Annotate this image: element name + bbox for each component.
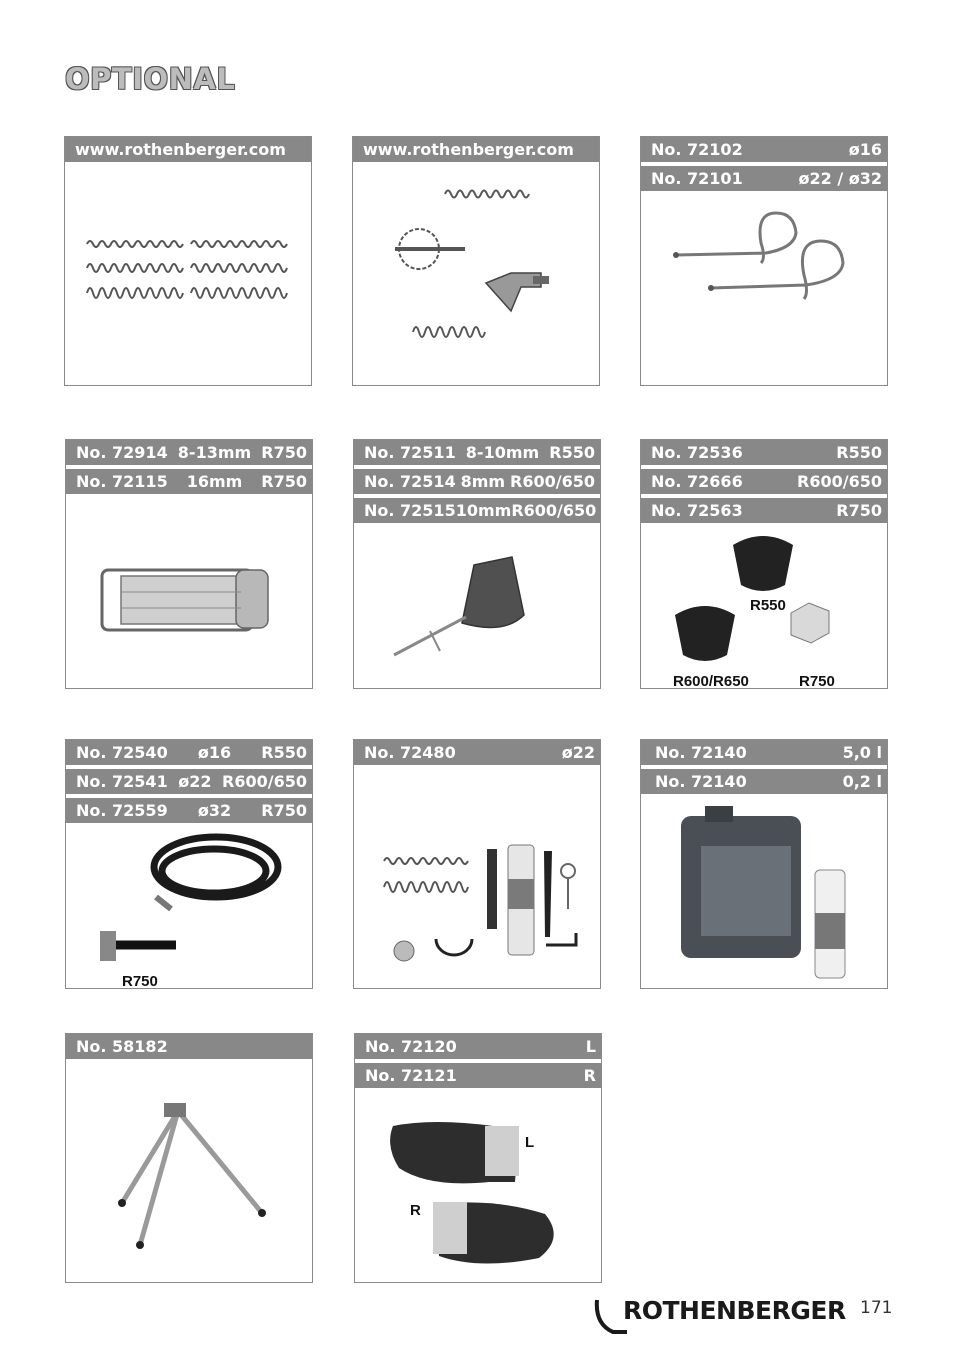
website-link[interactable]: www.rothenberger.com — [363, 140, 574, 159]
side-label: L — [525, 1134, 535, 1151]
card-tools — [352, 136, 600, 386]
card-header-row: No. 72914 8-13mm R750 — [66, 440, 312, 469]
card-header-row: No. 72514 8mm R600/650 — [354, 469, 600, 498]
page-title: OPTIONAL — [65, 62, 236, 96]
size-label: R550 — [750, 597, 786, 614]
size-label: R750 — [799, 673, 835, 690]
card-header-row: No. 72120 L — [355, 1034, 601, 1063]
card-header-row: No. 58182 — [66, 1034, 312, 1063]
card-header-row: No. 72101 ø22 / ø32 — [641, 166, 887, 195]
card-fluids — [640, 739, 888, 989]
card-header-row: No. 72563 R750 — [641, 498, 887, 527]
brand-name: ROTHENBERGER — [623, 1296, 846, 1325]
card-header-row: No. 72140 5,0 l — [641, 740, 887, 769]
brand-logo — [593, 1292, 846, 1336]
pin-key-icon — [641, 195, 887, 385]
page-number: 171 — [860, 1298, 893, 1318]
gripper-icon — [66, 498, 312, 690]
product-image-funnel — [354, 527, 600, 690]
card-header-row: No. 72140 0,2 l — [641, 769, 887, 798]
card-pins — [640, 136, 888, 386]
card-header-row: No. 72115 16mm R750 — [66, 469, 312, 498]
card-header-row: No. 72102 ø16 — [641, 137, 887, 166]
tool-heads-icon — [353, 166, 599, 386]
card-guides — [640, 439, 888, 689]
product-image-gripper — [66, 498, 312, 690]
card-gloves — [354, 1033, 602, 1283]
product-image-tools — [353, 166, 599, 386]
product-image-guides — [641, 527, 887, 690]
product-image-kit — [354, 769, 600, 989]
card-header-row: No. 72559 ø32 R750 — [66, 798, 312, 827]
product-image-pins — [641, 195, 887, 385]
tool-kit-icon — [354, 769, 600, 989]
product-image-tripod — [66, 1063, 312, 1283]
canister-spray-icon — [641, 798, 887, 990]
card-header-row — [65, 137, 311, 166]
card-gripper — [65, 439, 313, 689]
card-header-row: No. 72541 ø22 R600/650 — [66, 769, 312, 798]
card-kit — [353, 739, 601, 989]
card-header-row — [353, 137, 599, 166]
hose-icon — [66, 827, 312, 990]
card-header-row: No. 72511 8-10mm R550 — [354, 440, 600, 469]
side-label: R — [410, 1202, 421, 1219]
card-header-row: No. 72515 10mm R600/650 — [354, 498, 600, 527]
gloves-icon — [355, 1092, 601, 1282]
product-image-spirals — [65, 166, 311, 386]
card-tripod — [65, 1033, 313, 1283]
funnel-tool-icon — [354, 527, 600, 690]
card-header-row: No. 72480 ø22 — [354, 740, 600, 769]
card-spirals — [64, 136, 312, 386]
card-hose — [65, 739, 313, 989]
tripod-icon — [66, 1063, 312, 1283]
website-link[interactable]: www.rothenberger.com — [75, 140, 286, 159]
card-funnel — [353, 439, 601, 689]
size-label: R750 — [122, 973, 158, 990]
product-image-fluids — [641, 798, 887, 990]
spiral-set-icon — [65, 166, 311, 386]
card-header-row: No. 72540 ø16 R550 — [66, 740, 312, 769]
product-image-hose — [66, 827, 312, 990]
card-header-row: No. 72666 R600/650 — [641, 469, 887, 498]
card-header-row: No. 72121 R — [355, 1063, 601, 1092]
product-image-gloves — [355, 1092, 601, 1282]
size-label: R600/R650 — [673, 673, 749, 690]
card-header-row: No. 72536 R550 — [641, 440, 887, 469]
